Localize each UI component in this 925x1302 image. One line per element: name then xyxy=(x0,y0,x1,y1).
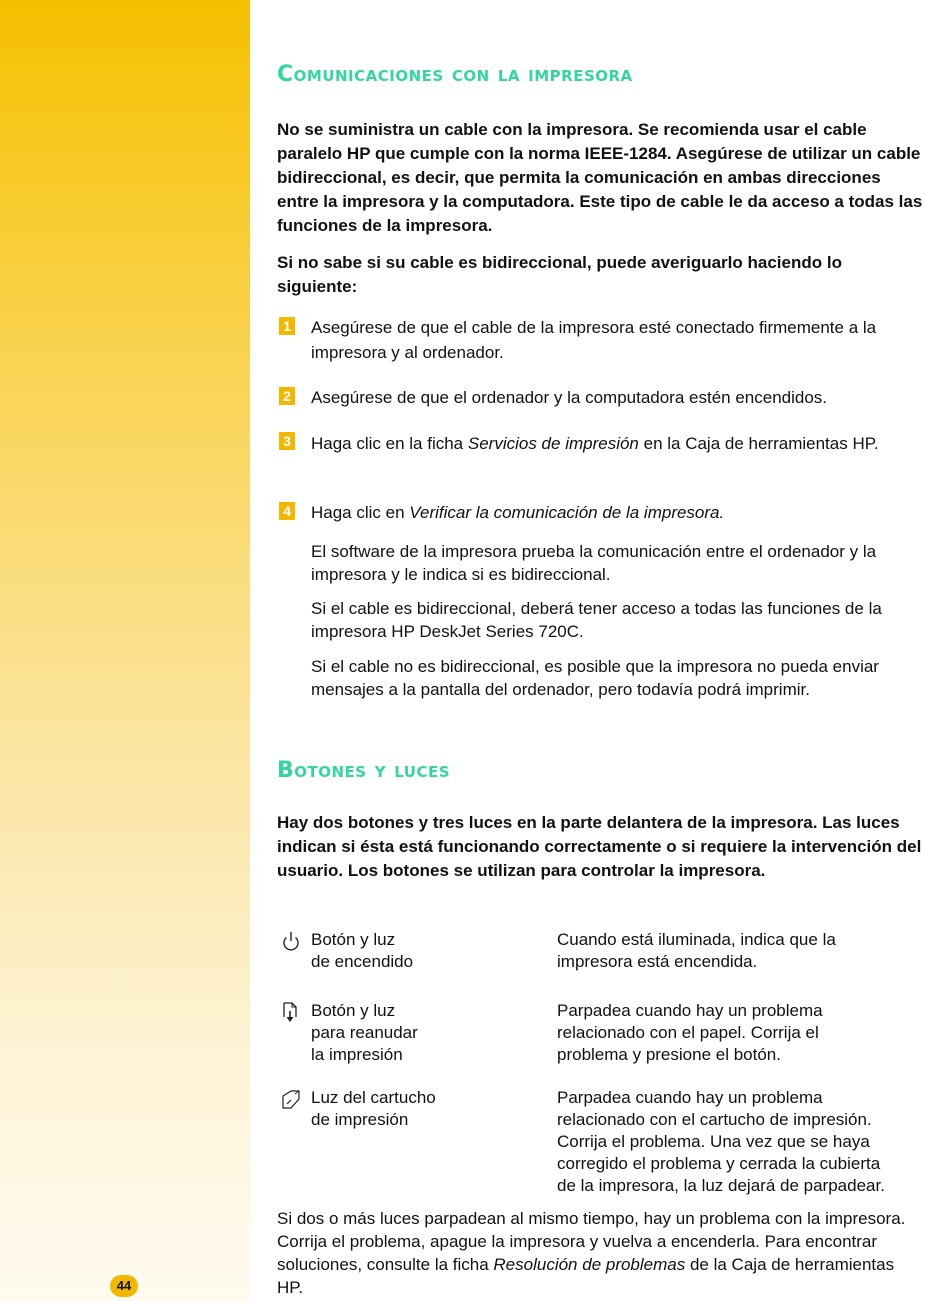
item-description: Parpadea cuando hay un problema relacionado con el cartucho de impresión. Corrija el problema. Una vez que se haya corregido el problema y cerrada la cubierta de la impresora, la luz dejará de parpadear. xyxy=(557,1088,885,1195)
intro-paragraph: Hay dos botones y tres luces en la parte delantera de la impresora. Las luces indican si ésta está funcionando correctamente o si requiere la intervención del usuario. Los botones se utilizan para controlar la impresora. xyxy=(277,813,922,880)
step-number: 4 xyxy=(279,502,295,520)
step-text: Asegúrese de que el cable de la impresora esté conectado firmemente a la impresora y al ordenador. xyxy=(311,318,877,362)
step-text xyxy=(311,430,925,458)
step-text-part: Haga clic en la ficha xyxy=(311,434,468,453)
resume-icon xyxy=(281,1002,301,1024)
step-text xyxy=(311,500,925,525)
item-description: Parpadea cuando hay un problema relacionado con el papel. Corrija el problema y presione el botón. xyxy=(557,1001,823,1064)
step-number: 2 xyxy=(279,387,295,405)
final-text-emphasis: Resolución de problemas xyxy=(493,1255,686,1274)
final-text-part: de la Caja de herramientas HP. xyxy=(277,1255,895,1297)
step-text-emphasis: Servicios de impresión xyxy=(467,434,639,453)
note-paragraph: Si el cable es bidireccional, deberá tener acceso a todas las funciones de la impresora HP DeskJet Series 720C. xyxy=(311,599,882,641)
section-title-comunicaciones: Comunicaciones con la impresora xyxy=(277,62,633,87)
step-number: 1 xyxy=(279,317,295,335)
item-name: Botón y luz de encendido xyxy=(311,930,414,971)
intro-paragraph: No se suministra un cable con la impresora. Se recomienda usar el cable paralelo HP que cumple con la norma IEEE-1284. Asegúrese de utilizar un cable bidireccional, es decir, que permita la comunicación en ambas direcciones entre la impresora y la computadora. Este tipo de cable le da acceso a todas las funciones de la impresora. xyxy=(277,120,923,235)
step-text-emphasis: Verificar la comunicación de la impresora. xyxy=(409,503,725,522)
step-number: 3 xyxy=(279,432,295,450)
item-description: Cuando está iluminada, indica que la impresora está encendida. xyxy=(557,930,836,971)
step-text-part: Haga clic en xyxy=(311,503,410,522)
section-title-botones: Botones y luces xyxy=(277,758,451,783)
final-paragraph xyxy=(277,1207,917,1299)
page-number: 44 xyxy=(110,1275,138,1297)
note-paragraph: El software de la impresora prueba la comunicación entre el ordenador y la impresora y le indica si es bidireccional. xyxy=(311,542,877,584)
question-paragraph: Si no sabe si su cable es bidireccional, puede averiguarlo haciendo lo siguiente: xyxy=(277,253,842,296)
note-paragraph: Si el cable no es bidireccional, es posible que la impresora no pueda enviar mensajes a la pantalla del ordenador, pero todavía podrá imprimir. xyxy=(311,657,879,699)
sidebar-gradient xyxy=(0,0,250,1302)
step-text: Asegúrese de que el ordenador y la computadora estén encendidos. xyxy=(311,388,828,407)
item-name: Luz del cartucho de impresión xyxy=(311,1088,436,1129)
cartridge-icon xyxy=(281,1089,301,1111)
power-icon xyxy=(281,931,301,953)
step-text-part: en la Caja de herramientas HP. xyxy=(638,434,879,453)
item-name: Botón y luz para reanudar la impresión xyxy=(311,1001,418,1064)
final-text-part: Si dos o más luces parpadean al mismo tiempo, hay un problema con la impresora. Corrija el problema, apague la impresora y vuelva a encenderla. Para encontrar soluciones, consulte la ficha xyxy=(277,1209,906,1274)
